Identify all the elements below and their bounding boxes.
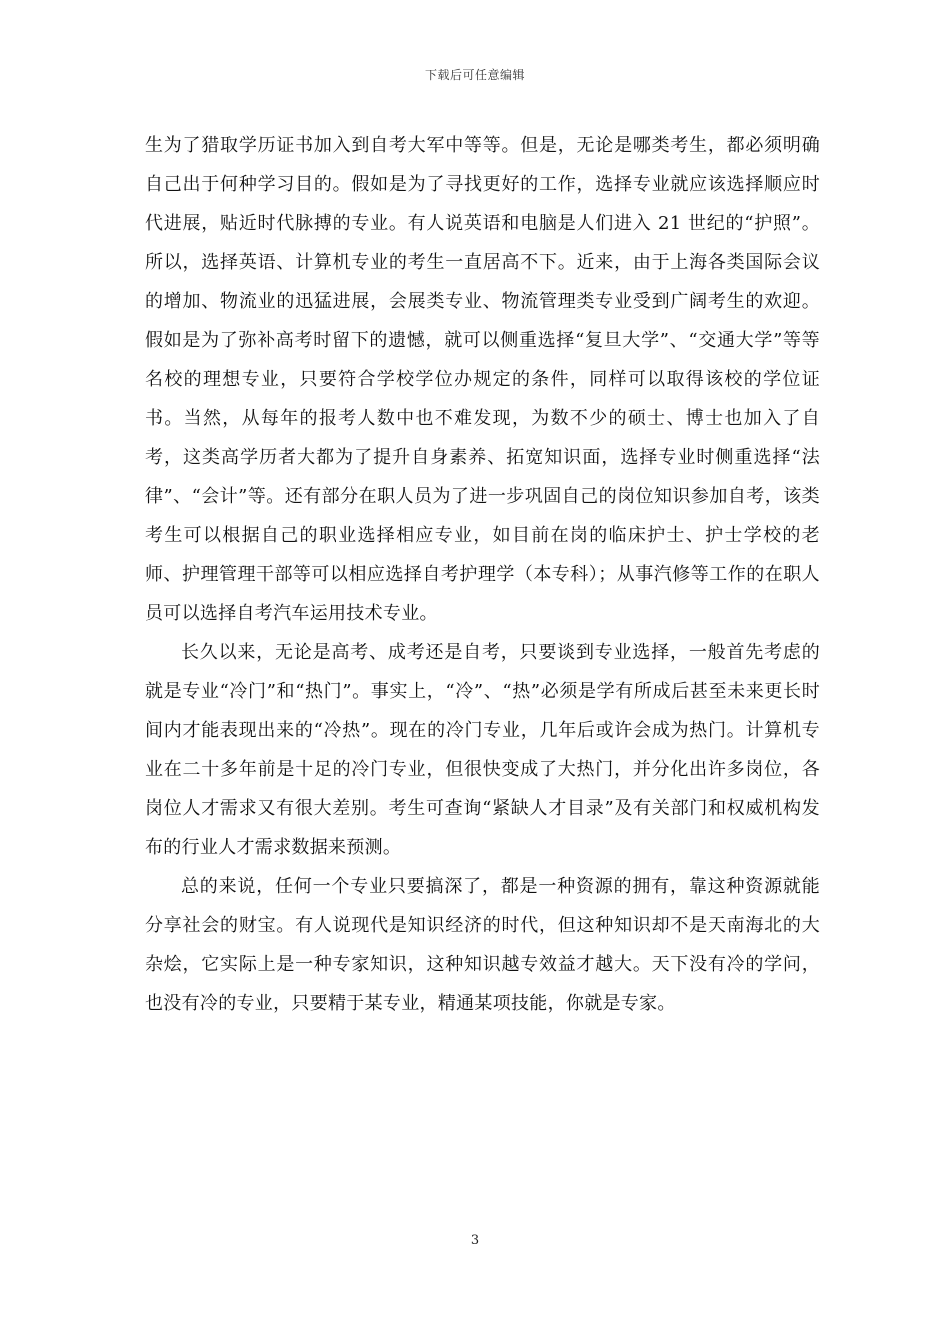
page-header: 下载后可任意编辑	[424, 68, 525, 82]
document-body	[145, 126, 820, 1023]
page-number: 3	[470, 1233, 480, 1248]
paragraph-2: 长久以来，无论是高考、成考还是自考，只要谈到专业选择，一般首先考虑的就是专业“冷门”和“热门”。事实上，“冷”、“热”必须是学有所成后甚至未来更长时间内才能表现出来的“冷热”。现在的冷门专业，几年后或许会成为热门。计算机专业在二十多年前是十足的冷门专业，但很快变成了大热门，并分化出许多岗位，各岗位人才需求又有很大差别。考生可查询“紧缺人才目录”及有关部门和权威机构发布的行业人才需求数据来预测。	[145, 642, 820, 858]
paragraph-1: 生为了猎取学历证书加入到自考大军中等等。但是，无论是哪类考生，都必须明确自己出于何种学习目的。假如是为了寻找更好的工作，选择专业就应该选择顺应时代进展，贴近时代脉搏的专业。有人说英语和电脑是人们进入 21 世纪的“护照”。所以，选择英语、计算机专业的考生一直居高不下。近来，由于上海各类国际会议的增加、物流业的迅猛进展，会展类专业、物流管理类专业受到广阔考生的欢迎。假如是为了弥补高考时留下的遗憾，就可以侧重选择“复旦大学”、“交通大学”等等名校的理想专业，只要符合学校学位办规定的条件，同样可以取得该校的学位证书。当然，从每年的报考人数中也不难发现，为数不少的硕士、博士也加入了自考，这类高学历者大都为了提升自身素养、拓宽知识面，选择专业时侧重选择“法律”、“会计”等。还有部分在职人员为了进一步巩固自己的岗位知识参加自考，该类考生可以根据自己的职业选择相应专业，如目前在岗的临床护士、护士学校的老师、护理管理干部等可以相应选择自考护理学（本专科）；从事汽修等工作的在职人员可以选择自考汽车运用技术专业。	[145, 135, 820, 624]
paragraph-3: 总的来说，任何一个专业只要搞深了，都是一种资源的拥有，靠这种资源就能分享社会的财宝。有人说现代是知识经济的时代，但这种知识却不是天南海北的大杂烩，它实际上是一种专家知识，这种知识越专效益才越大。天下没有冷的学问，也没有冷的专业，只要精于某专业，精通某项技能，你就是专家。	[145, 876, 820, 1014]
